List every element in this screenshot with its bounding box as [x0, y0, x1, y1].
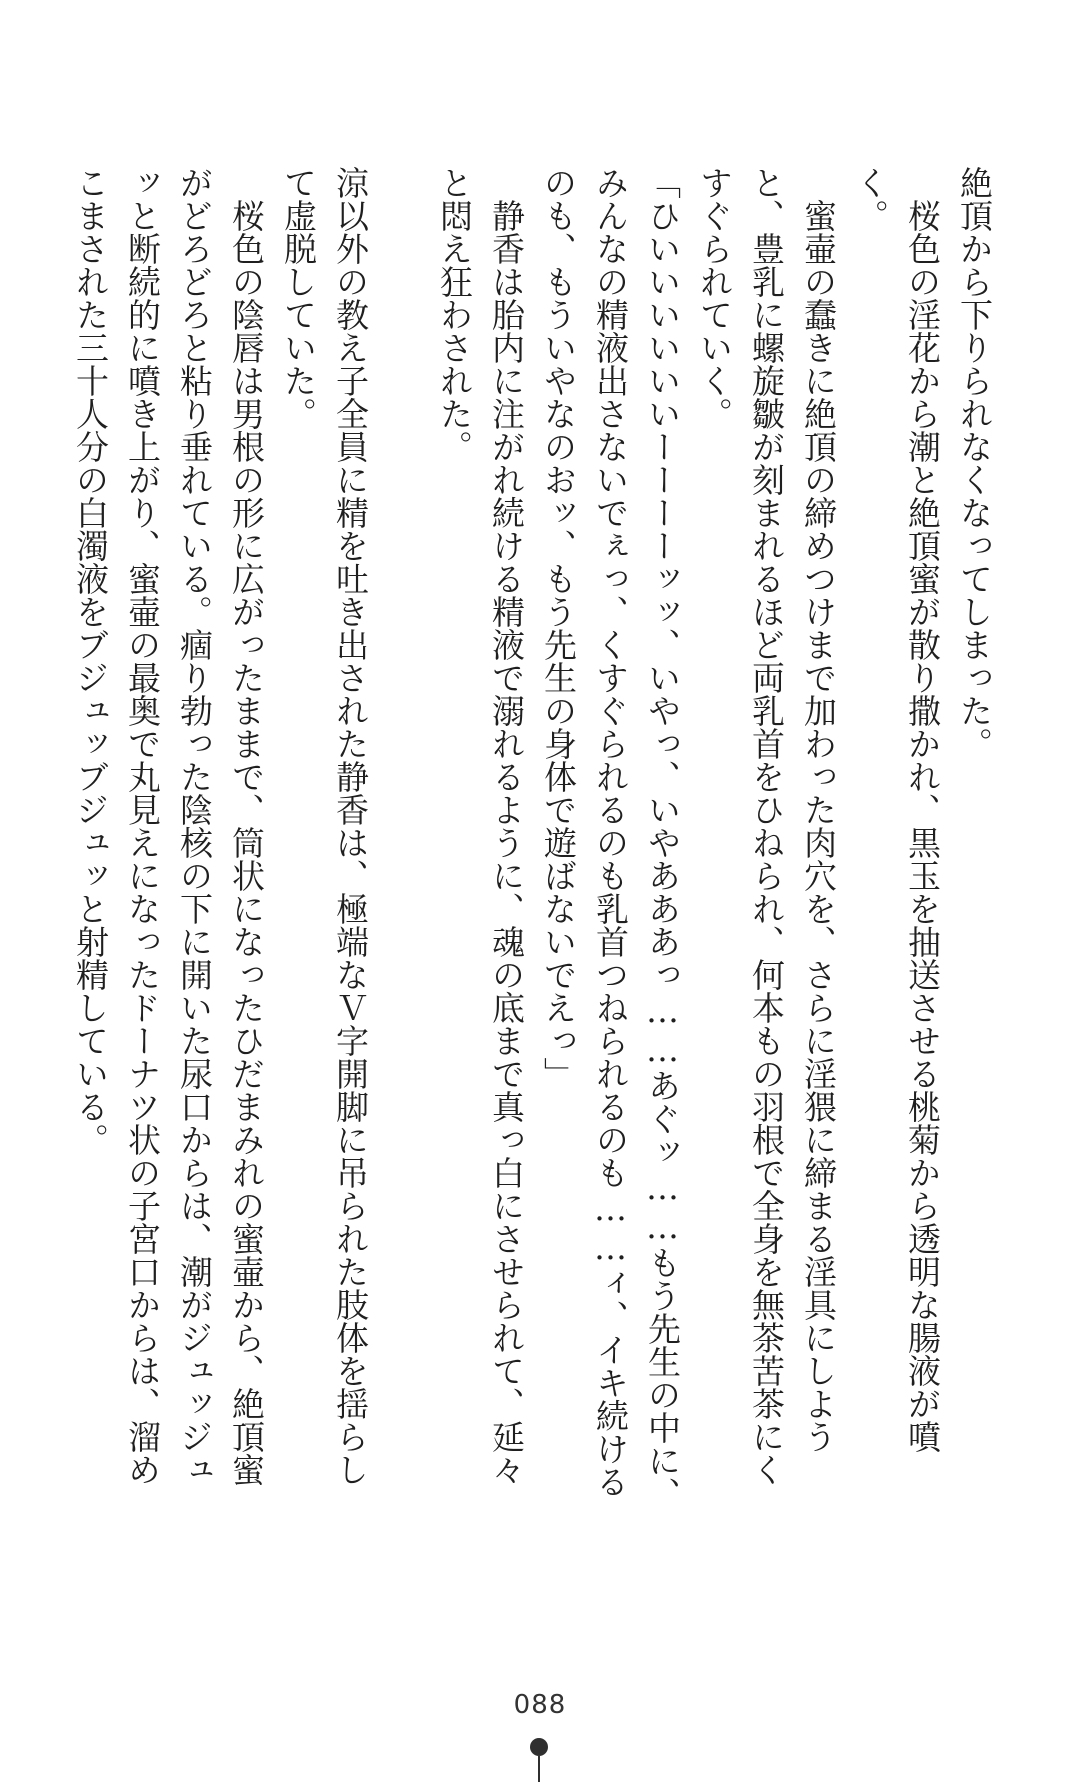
page-marker-dot — [530, 1738, 548, 1756]
vertical-text-block — [71, 166, 1000, 1516]
paragraph-2: 桜色の淫花から潮と絶頂蜜が散り撒かれ、黒玉を抽送させる桃菊から透明な腸液が噴く。 — [851, 166, 942, 1453]
page-marker-icon — [527, 1738, 551, 1782]
paragraph-4-dialogue: 「ひいいいいいいーーーーッッ、いやっ、いやあああっ……あぐッ……もう先生の中に、みんなの精液出さないでぇっ、くすぐられるのも乳首つねられるのも……ィ、イキ続けるのも、もういやなのおッ、もう先生の身体で遊ばないでえっ」 — [539, 166, 682, 1510]
paragraph-1: 絶頂から下りられなくなってしまった。 — [955, 166, 994, 760]
page-marker-line — [538, 1756, 540, 1782]
page-number: 088 — [513, 1690, 567, 1720]
paragraph-3: 蜜壷の蠢きに絶頂の締めつけまで加わった肉穴を、さらに淫猥に締まる淫具にしようと、豊乳に螺旋皺が刻まれるほど両乳首をひねられ、何本もの羽根で全身を無茶苦茶にくすぐられていく。 — [695, 166, 838, 1486]
paragraph-5: 静香は胎内に注がれ続ける精液で溺れるように、魂の底まで真っ白にさせられて、延々と悶え狂わされた。 — [435, 166, 526, 1486]
paragraph-7: 桜色の陰唇は男根の形に広がったままで、筒状になったひだまみれの蜜壷から、絶頂蜜がどろどろと粘り垂れている。痼り勃った陰核の下に開いた尿口からは、潮がジュッジュッと断続的に噴き上がり、蜜壷の最奥で丸見えになったドーナツ状の子宮口からは、溜めこまされた三十人分の白濁液をブジュッブジュッと射精している。 — [71, 166, 266, 1486]
paragraph-6: 涼以外の教え子全員に精を吐き出された静香は、極端なＶ字開脚に吊られた肢体を揺らして虚脱していた。 — [279, 166, 370, 1486]
